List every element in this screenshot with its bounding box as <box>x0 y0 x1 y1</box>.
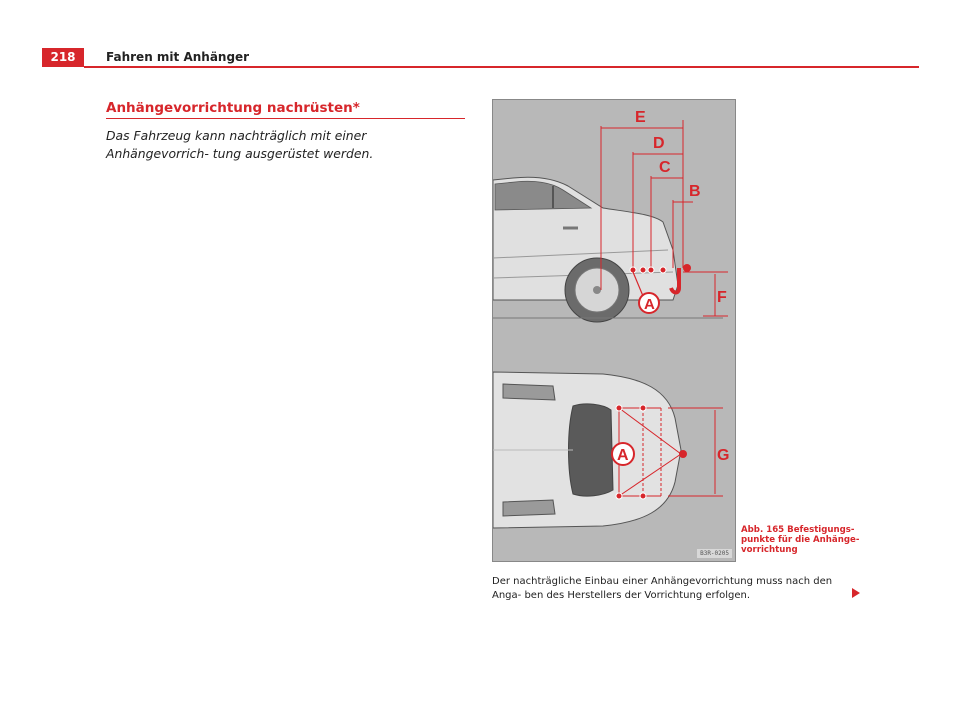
label-b: B <box>689 183 701 200</box>
tow-hitch-figure <box>492 99 736 562</box>
section-rule <box>106 118 465 119</box>
figure-code: B3R-0205 <box>697 549 732 558</box>
label-a-top: A <box>617 447 629 464</box>
tow-ball <box>683 264 691 272</box>
header-rule <box>84 66 919 68</box>
page-number: 218 <box>42 48 84 67</box>
label-c: C <box>659 159 671 176</box>
car-top-view <box>493 372 681 528</box>
tow-hitch-diagram <box>493 100 735 561</box>
figure-caption: Abb. 165 Befestigungs- punkte für die Anhänge- vorrichtung <box>741 525 860 555</box>
label-d: D <box>653 135 665 152</box>
continue-arrow-icon <box>852 588 860 598</box>
label-f: F <box>717 289 727 306</box>
section-title: Anhängevorrichtung nachrüsten* <box>106 100 360 116</box>
label-a-side: A <box>644 296 655 313</box>
chapter-title: Fahren mit Anhänger <box>106 50 250 64</box>
tow-ball-top <box>679 450 687 458</box>
label-g: G <box>717 447 730 464</box>
label-e: E <box>635 109 646 126</box>
body-text: Der nachträgliche Einbau einer Anhängevorrichtung muss nach den Anga- ben des Herstellers der Vorrichtung erfolgen. <box>492 576 833 601</box>
intro-text: Das Fahrzeug kann nachträglich mit einer Anhängevorrich- tung ausgerüstet werden. <box>106 128 374 161</box>
